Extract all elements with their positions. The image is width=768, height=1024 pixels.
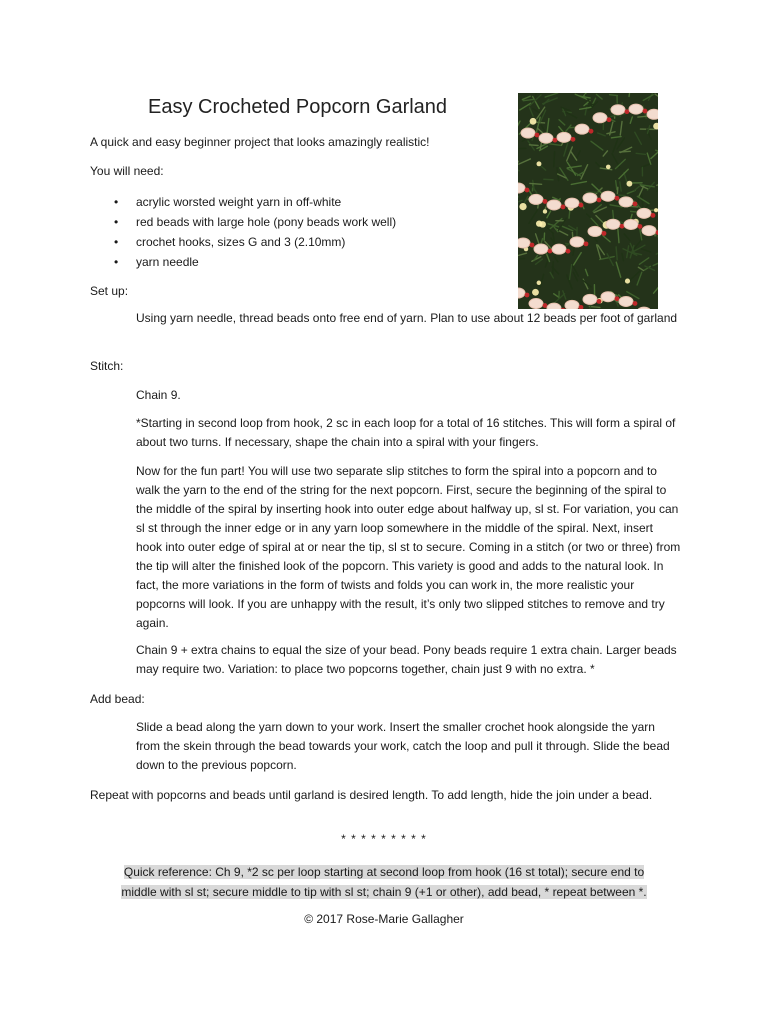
red-bead (525, 188, 530, 193)
red-bead (638, 224, 643, 229)
popcorn-piece (624, 219, 638, 229)
popcorn-piece (601, 191, 615, 201)
tree-light (625, 279, 630, 284)
red-bead (525, 293, 530, 298)
popcorn-piece (588, 226, 602, 236)
tree-light (539, 221, 546, 228)
needle-mark (544, 179, 553, 180)
popcorn-piece (593, 113, 607, 123)
popcorn-piece (647, 109, 658, 119)
tree-garland-image (518, 93, 658, 309)
list-item: • crochet hooks, sizes G and 3 (2.10mm) (114, 232, 494, 252)
list-item: • acrylic worsted weight yarn in off-white (114, 192, 494, 212)
popcorn-piece (629, 104, 643, 114)
red-bead (651, 213, 656, 218)
tree-light (606, 165, 611, 170)
popcorn-piece (565, 198, 579, 208)
stitch-step-1: Chain 9. (136, 388, 181, 402)
needle-mark (630, 206, 638, 207)
stitch-step-2: *Starting in second loop from hook, 2 sc in each loop for a total of 16 stitches. This will form a spiral of about two turns. If necessary, shape the chain into a spiral with your fingers. (136, 416, 676, 449)
red-bead (633, 301, 638, 306)
popcorn-piece (611, 105, 625, 115)
stitch-step-4: Chain 9 + extra chains to equal the size of your bead. Pony beads require 1 extra chain. Larger beads may require two. Variation: to place two popcorns together, chain just 9 with no extra. * (136, 643, 677, 676)
needle-mark (529, 145, 538, 146)
red-bead (530, 243, 535, 248)
red-bead (643, 109, 648, 114)
popcorn-piece (583, 193, 597, 203)
popcorn-piece (534, 244, 548, 254)
red-bead (561, 205, 566, 210)
red-bead (579, 203, 584, 208)
red-bead (597, 299, 602, 304)
needle-mark (554, 152, 555, 167)
popcorn-piece (518, 238, 530, 248)
intro-text: A quick and easy beginner project that looks amazingly realistic! (90, 135, 430, 149)
popcorn-piece (575, 124, 589, 134)
bead-heading: Add bead: (90, 692, 145, 706)
tree-light (532, 289, 539, 296)
tree-light (627, 181, 633, 187)
tree-light (654, 208, 658, 212)
needle-mark (530, 183, 542, 184)
popcorn-piece (557, 132, 571, 142)
tree-light (537, 161, 542, 166)
setup-text: Using yarn needle, thread beads onto free end of yarn. Plan to use about 12 beads per foot of garland (136, 311, 678, 325)
popcorn-piece (565, 300, 579, 309)
bead-text: Slide a bead along the yarn down to your work. Insert the smaller crochet hook alongside the yarn from the skein through the bead towards your work, catch the loop and pull it through. Slide the bead down to the previous popcorn. (136, 720, 670, 772)
red-bead (602, 231, 607, 236)
popcorn-piece (547, 200, 561, 210)
red-bead (543, 199, 548, 204)
page-title: Easy Crocheted Popcorn Garland (148, 96, 448, 118)
bullet-icon: • (114, 235, 119, 249)
popcorn-piece (570, 237, 584, 247)
setup-heading: Set up: (90, 284, 129, 298)
repeat-text: Repeat with popcorns and beads until garland is desired length. To add length, hide the join under a bead. (90, 788, 653, 802)
stitch-heading: Stitch: (90, 359, 124, 373)
needle-mark (620, 151, 631, 152)
quick-reference-line-2: middle with sl st; secure middle to tip with sl st; chain 9 (+1 or other), add bead, * repeat between *. (121, 885, 647, 899)
popcorn-piece (642, 226, 656, 236)
popcorn-piece (552, 244, 566, 254)
popcorn-piece (619, 296, 633, 306)
tree-light (530, 118, 537, 125)
section-separator: * * * * * * * * * (341, 832, 427, 846)
needle-mark (613, 210, 614, 218)
popcorn-piece (637, 208, 651, 218)
bullet-icon: • (114, 255, 119, 269)
red-bead (566, 249, 571, 254)
needs-list (114, 192, 494, 272)
red-bead (633, 201, 638, 206)
list-item: • yarn needle (114, 252, 494, 272)
tree-light (543, 209, 547, 213)
list-item: • red beads with large hole (pony beads work well) (114, 212, 494, 232)
needs-heading: You will need: (90, 164, 164, 178)
copyright: © 2017 Rose-Marie Gallagher (304, 912, 464, 926)
popcorn-piece (529, 194, 543, 204)
red-bead (535, 133, 540, 138)
red-bead (615, 196, 620, 201)
popcorn-piece (606, 219, 620, 229)
bullet-icon: • (114, 215, 119, 229)
red-bead (584, 241, 589, 246)
tree-light (537, 281, 541, 285)
popcorn-piece (583, 294, 597, 304)
popcorn-piece (619, 197, 633, 207)
stitch-step-3: Now for the fun part! You will use two separate slip stitches to form the spiral into a popcorn and to walk the yarn to the end of the string for the next popcorn. First, secure the beginning of the spiral to the middle of the spiral by inserting hook into outer edge about halfway up, sl st. For variation, you can sl st through the inner edge or in any yarn loop somewhere in the middle of the spiral. Next, insert hook into outer edge of spiral at or near the tip, sl st to secure. Coming in a stitch (or two or three) from the tip will alter the finished look of the popcorn. This variety is good and adds to the natural look. In fact, the more variations in the form of twists and folds you can work in, the more realistic your popcorns will look. If you are unhappy with the result, it’s only two slipped stitches to remove and try again. (136, 464, 681, 630)
garland-photo (518, 93, 658, 309)
red-bead (571, 137, 576, 142)
red-bead (597, 198, 602, 203)
red-bead (607, 117, 612, 122)
bullet-icon: • (114, 195, 119, 209)
quick-reference (100, 862, 668, 902)
quick-reference-line-1: Quick reference: Ch 9, *2 sc per loop starting at second loop from hook (16 st total); secure end to (123, 865, 645, 879)
popcorn-piece (529, 299, 543, 309)
red-bead (589, 129, 594, 134)
popcorn-piece (539, 133, 553, 143)
popcorn-piece (521, 128, 535, 138)
needle-mark (610, 95, 618, 96)
popcorn-piece (601, 292, 615, 302)
tree-light (519, 203, 526, 210)
